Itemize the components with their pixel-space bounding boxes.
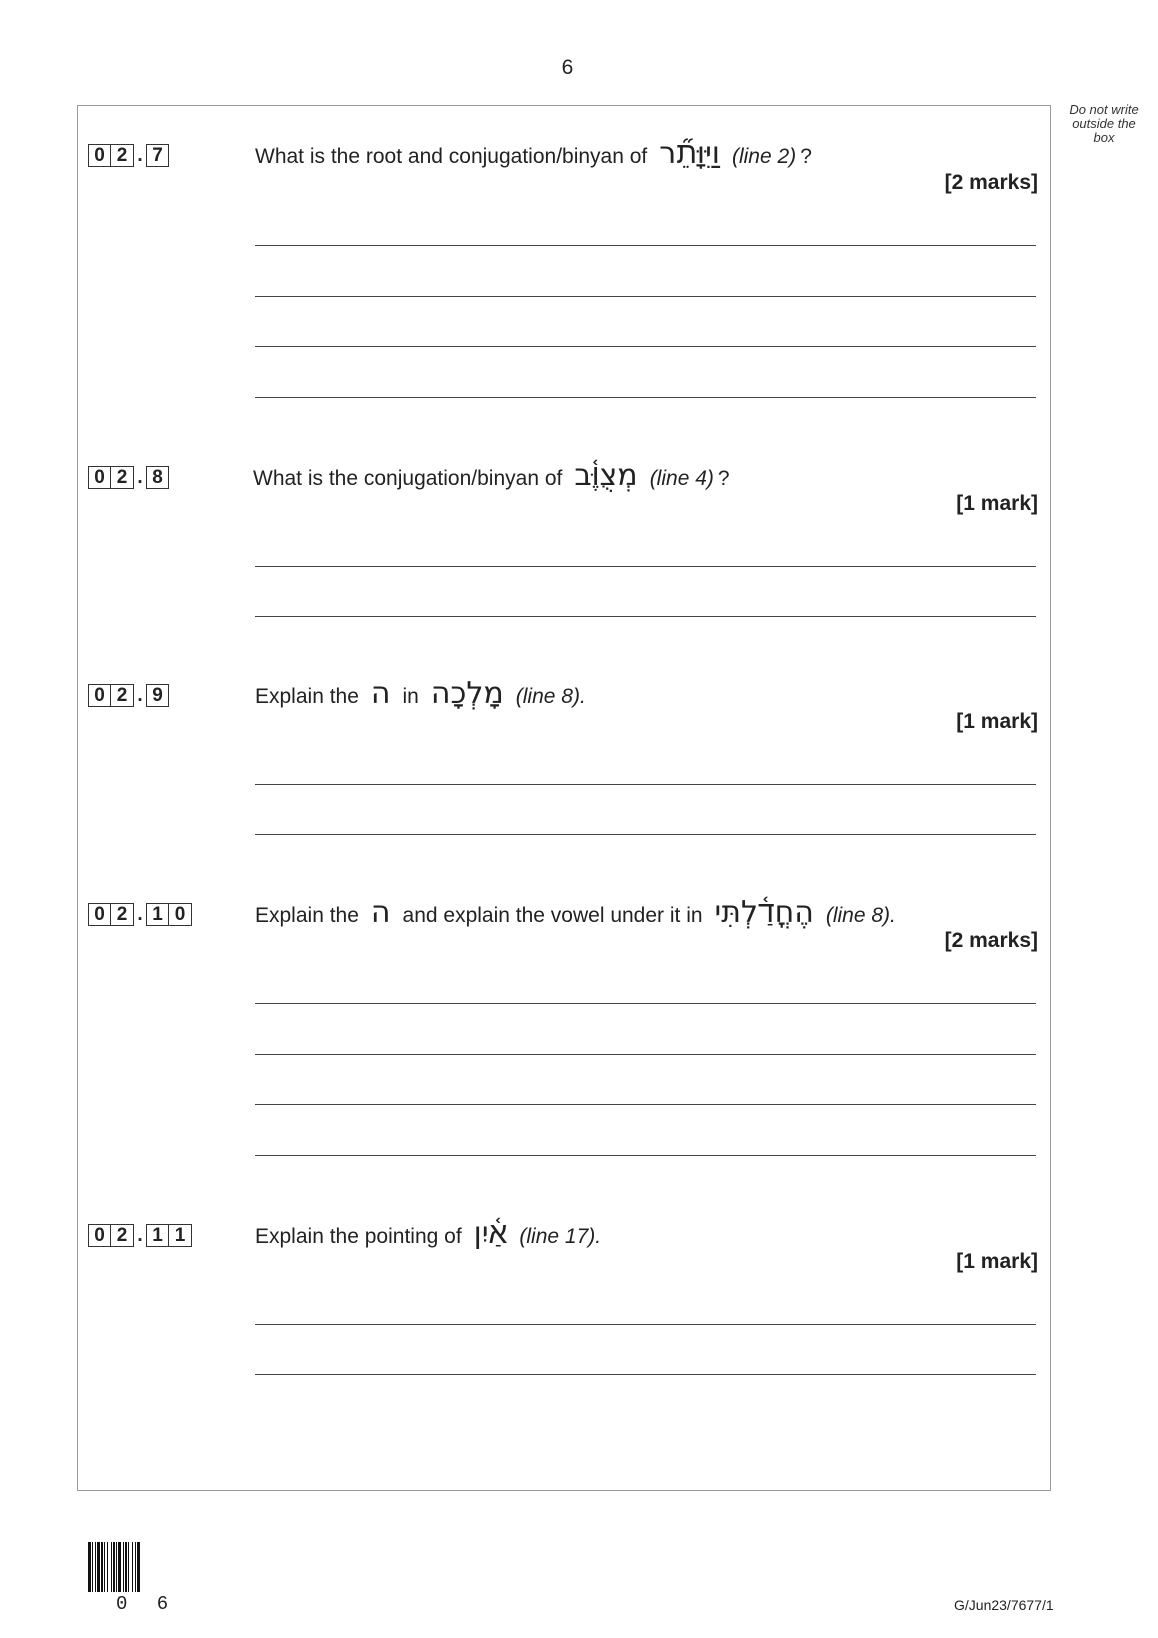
question-suffix: ? [800,145,812,168]
line-reference: (line 4) [649,467,714,490]
hebrew-letter: ה [370,676,391,711]
line-reference: (line 17). [519,1225,602,1248]
question-prompt: Explain the pointing of [255,1225,462,1248]
barcode-digits: 0 6 [116,1593,178,1615]
answer-line[interactable] [255,834,1036,835]
page-number: 6 [561,56,574,79]
qnum-digit: 2 [111,684,134,707]
qnum-digit: 0 [88,684,111,707]
paper-code: G/Jun23/7677/1 [954,1597,1054,1613]
qnum-digit: 9 [146,684,169,707]
question-prompt: Explain the [255,685,359,708]
qnum-dot: . [137,1224,143,1246]
question-mid-text: and explain the vowel under it in [402,904,703,927]
question-text [255,895,908,930]
qnum-digit: 8 [146,466,169,489]
question-text [255,1216,613,1251]
qnum-digit: 2 [111,1224,134,1247]
marks-label: [2 marks] [944,171,1038,194]
hebrew-word: אַ֫יִן [473,1216,508,1251]
question-number [88,466,169,489]
qnum-digit: 2 [111,466,134,489]
hebrew-word: מְצֻוֶּ֫ב [574,458,638,493]
answer-line[interactable] [255,1324,1036,1325]
answer-frame [77,105,1051,1491]
qnum-digit: 0 [88,1224,111,1247]
answer-line[interactable] [255,1374,1036,1375]
barcode-bar [137,1542,140,1592]
qnum-digit: 0 [169,903,192,926]
question-suffix: ? [717,467,730,490]
answer-line[interactable] [255,1054,1036,1055]
answer-line[interactable] [255,566,1036,567]
answer-line[interactable] [255,346,1036,347]
qnum-digit: 1 [146,1224,169,1247]
hebrew-word: מָלְכָה [430,676,504,711]
answer-line[interactable] [255,1155,1036,1156]
qnum-digit: 1 [146,903,169,926]
question-prompt: Explain the [255,904,359,927]
qnum-digit: 0 [88,144,111,167]
margin-note: Do not write outside the box [1069,102,1139,145]
question-number [88,1224,192,1247]
question-text [253,458,730,493]
answer-line[interactable] [255,397,1036,398]
marks-label: [2 marks] [944,929,1038,952]
answer-line[interactable] [255,1104,1036,1105]
qnum-dot: . [137,144,143,166]
line-reference: (line 2) [731,145,797,168]
hebrew-word: הֶחֳדַ֫לְתִּי [714,895,814,930]
qnum-dot: . [137,466,143,488]
qnum-digit: 2 [111,903,134,926]
answer-line[interactable] [255,296,1036,297]
qnum-dot: . [137,684,143,706]
qnum-digit: 0 [88,466,111,489]
answer-line[interactable] [255,784,1036,785]
qnum-digit: 1 [169,1224,192,1247]
barcode [88,1542,194,1592]
question-prompt: What is the root and conjugation/binyan of [255,145,648,168]
answer-line[interactable] [255,616,1036,617]
answer-line[interactable] [255,245,1036,246]
answer-line[interactable] [255,1003,1036,1004]
hebrew-letter: ה [370,895,391,930]
qnum-digit: 0 [88,903,111,926]
question-prompt: What is the conjugation/binyan of [253,467,563,490]
hebrew-word: וַיִּוָּתֵ֞ר [659,136,720,171]
question-number [88,903,192,926]
question-mid-text: in [402,685,419,708]
marks-label: [1 mark] [956,492,1038,515]
line-reference: (line 8). [825,904,896,927]
question-text [255,136,812,171]
qnum-dot: . [137,903,143,925]
qnum-digit: 7 [146,144,169,167]
marks-label: [1 mark] [956,1250,1038,1273]
marks-label: [1 mark] [956,710,1038,733]
question-text [255,676,598,711]
line-reference: (line 8). [515,685,586,708]
question-number [88,684,169,707]
qnum-digit: 2 [111,144,134,167]
question-number [88,144,169,167]
